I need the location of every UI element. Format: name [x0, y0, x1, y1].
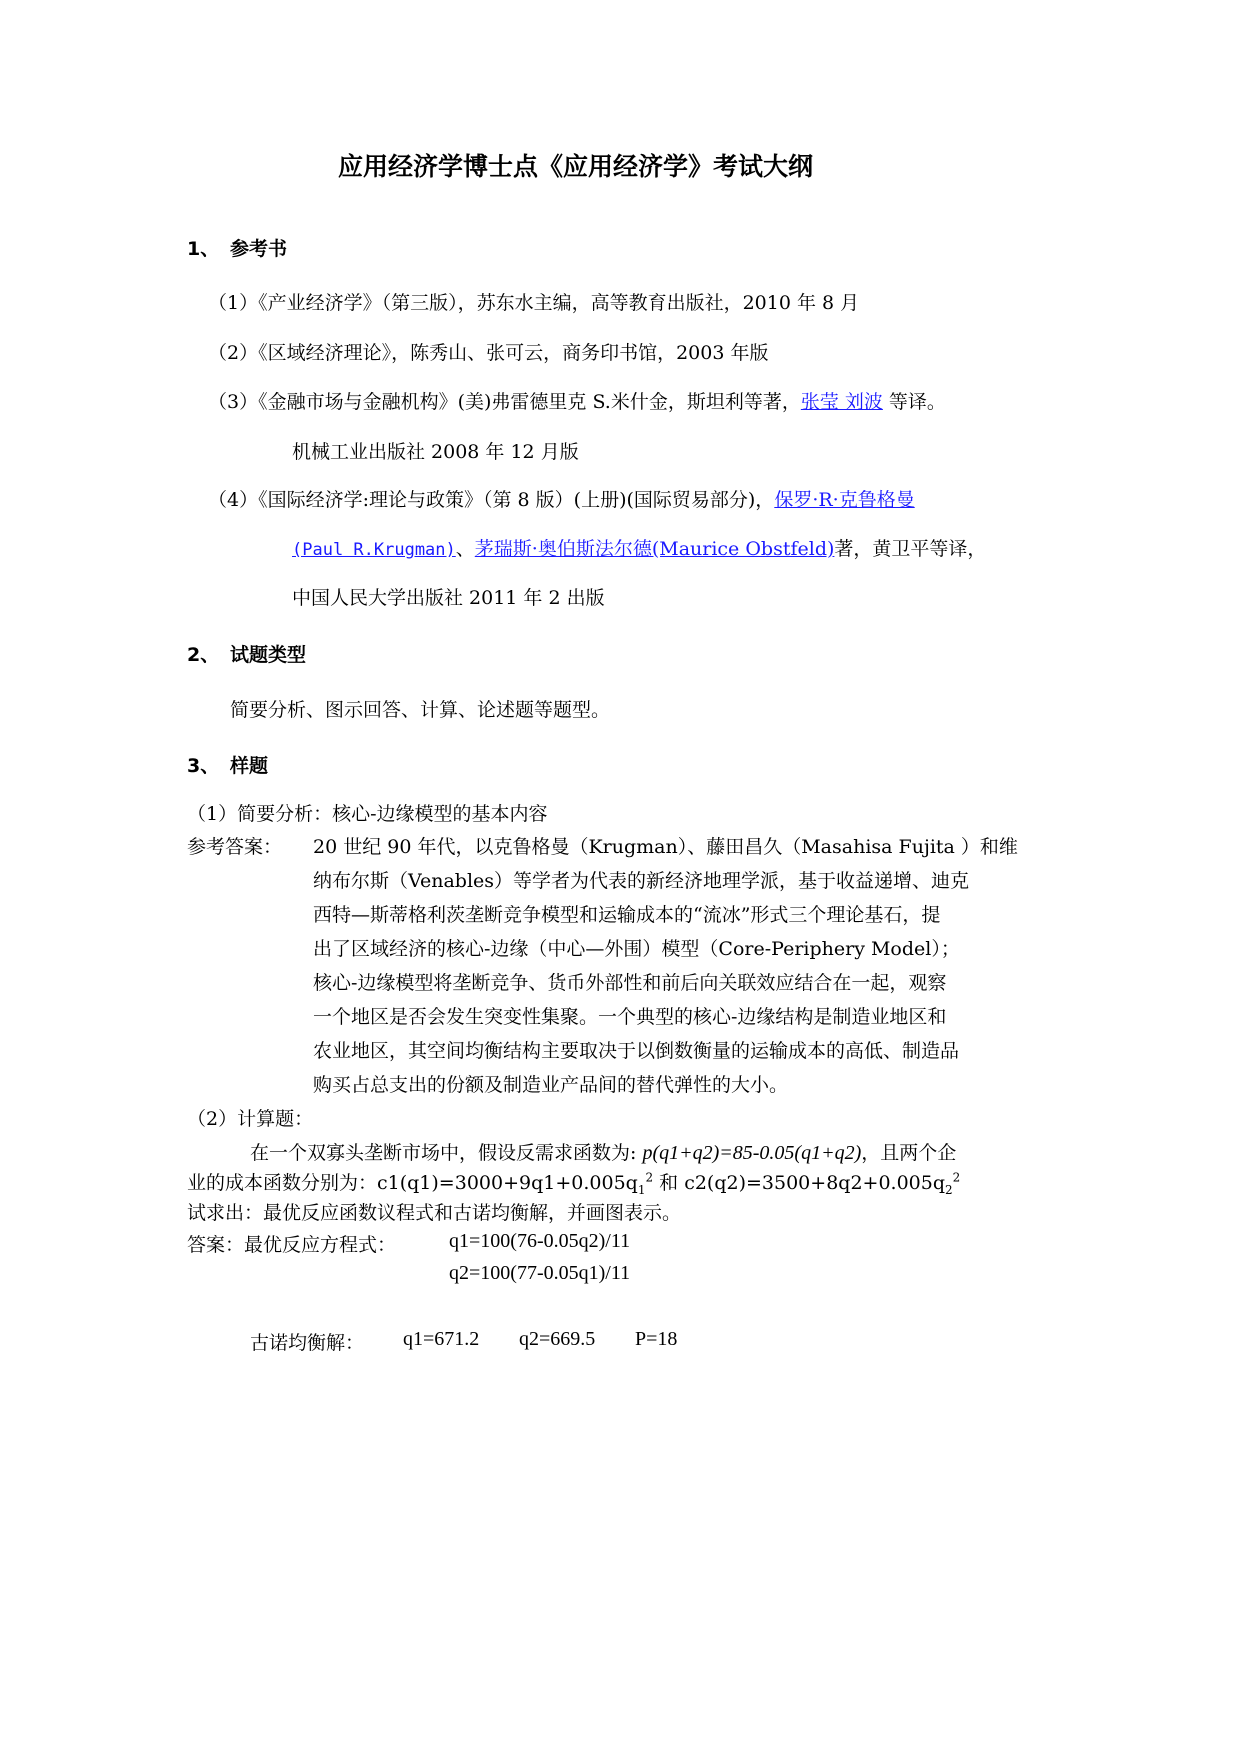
- reference-3-publisher: 机械工业出版社 2008 年 12 月版: [292, 441, 579, 463]
- reference-3-suffix: 等译。: [882, 391, 946, 413]
- cost-text-a: 业的成本函数分别为：c1(q1)=3000+9q1+0.005q: [187, 1172, 638, 1194]
- answer-line-3: 西特—斯蒂格利茨垄断竞争模型和运输成本的“流冰”形式三个理论基石，提: [313, 904, 941, 926]
- reference-4-text: （4）《国际经济学:理论与政策》（第 8 版）(上册)(国际贸易部分)，: [208, 489, 775, 511]
- demand-formula: p(q1+q2)=85-0.05(q1+q2): [642, 1142, 862, 1164]
- answer-line-5: 核心-边缘模型将垄断竞争、货币外部性和前后向关联效应结合在一起，观察: [313, 972, 947, 994]
- section-2-number: 2、: [187, 644, 220, 666]
- answer-line-8: 购买占总支出的份额及制造业产品间的替代弹性的大小。: [313, 1074, 789, 1096]
- reference-4-line2: [292, 534, 986, 561]
- demand-statement: [250, 1138, 956, 1165]
- reference-4-suffix: 著，黄卫平等译，: [834, 538, 987, 560]
- demand-text: 在一个双寡头垄断市场中，假设反需求函数为:: [250, 1142, 643, 1164]
- cost-sub-1: 1: [637, 1182, 646, 1197]
- section-1-number: 1、: [187, 238, 220, 260]
- cost-sup-1: 2: [645, 1170, 654, 1185]
- reference-3-text: （3）《金融市场与金融机构》(美)弗雷德里克 S.米什金，斯坦利等著，: [208, 391, 801, 413]
- cost-sup-2: 2: [952, 1170, 961, 1185]
- reference-4: [208, 485, 915, 512]
- answer-line-7: 农业地区，其空间均衡结构主要取决于以倒数衡量的运输成本的高低、制造品: [313, 1040, 960, 1062]
- cournot-price: P=18: [635, 1328, 678, 1350]
- answer-label: 参考答案：: [187, 836, 283, 858]
- cost-sub-2: 2: [945, 1182, 953, 1197]
- sample-question-2: （2）计算题：: [187, 1108, 314, 1130]
- answer-line-1: 20 世纪 90 年代，以克鲁格曼（Krugman）、藤田昌久（Masahisa Fujita ）和维: [313, 836, 1018, 858]
- obstfeld-link-text: 茅瑞斯·奥伯斯法尔德(Maurice Obstfeld): [474, 538, 835, 560]
- section-3-number: 3、: [187, 755, 220, 777]
- reference-1: （1）《产业经济学》（第三版），苏东水主编，高等教育出版社，2010 年 8 月: [208, 292, 860, 314]
- question-ask: 试求出：最优反应函数议程式和古诺均衡解，并画图表示。: [187, 1202, 682, 1224]
- krugman-link[interactable]: 保罗·R·克鲁格曼: [774, 489, 915, 511]
- answer-line-6: 一个地区是否会发生突变性集聚。一个典型的核心-边缘结构是制造业地区和: [313, 1006, 947, 1028]
- answer-line-2: 纳布尔斯（Venables）等学者为代表的新经济地理学派，基于收益递增、迪克: [313, 870, 970, 892]
- obstfeld-link[interactable]: [475, 538, 835, 560]
- reference-4-sep: 、: [455, 538, 475, 560]
- answer-label-2: 答案：最优反应方程式：: [187, 1234, 397, 1256]
- best-response-eq-2: q2=100(77-0.05q1)/11: [449, 1262, 631, 1284]
- best-response-eq-1: q1=100(76-0.05q2)/11: [449, 1230, 631, 1252]
- cournot-q1: q1=671.2: [403, 1328, 480, 1350]
- demand-text-end: ，且两个企: [861, 1142, 957, 1164]
- question-types-text: 简要分析、图示回答、计算、论述题等题型。: [230, 699, 611, 721]
- cournot-q2: q2=669.5: [519, 1328, 596, 1350]
- section-2-heading: 试题类型: [230, 644, 307, 666]
- krugman-link-cont[interactable]: (Paul R.Krugman): [292, 540, 456, 560]
- section-1-heading: 参考书: [230, 238, 288, 260]
- answer-line-4: 出了区域经济的核心-边缘（中心—外围）模型（Core-Periphery Model）；: [313, 938, 960, 960]
- cost-text-b: 和 c2(q2)=3500+8q2+0.005q: [653, 1172, 946, 1194]
- reference-4-publisher: 中国人民大学出版社 2011 年 2 出版: [292, 587, 605, 609]
- translator-link[interactable]: 张莹 刘波: [800, 391, 883, 413]
- cournot-label: 古诺均衡解：: [250, 1332, 365, 1354]
- section-3-heading: 样题: [230, 755, 269, 777]
- page-title: 应用经济学博士点《应用经济学》考试大纲: [338, 152, 814, 181]
- sample-question-1: （1）简要分析：核心-边缘模型的基本内容: [187, 803, 548, 825]
- cost-functions: [187, 1168, 960, 1197]
- reference-3: [208, 387, 946, 414]
- reference-2: （2）《区域经济理论》，陈秀山、张可云，商务印书馆，2003 年版: [208, 342, 769, 364]
